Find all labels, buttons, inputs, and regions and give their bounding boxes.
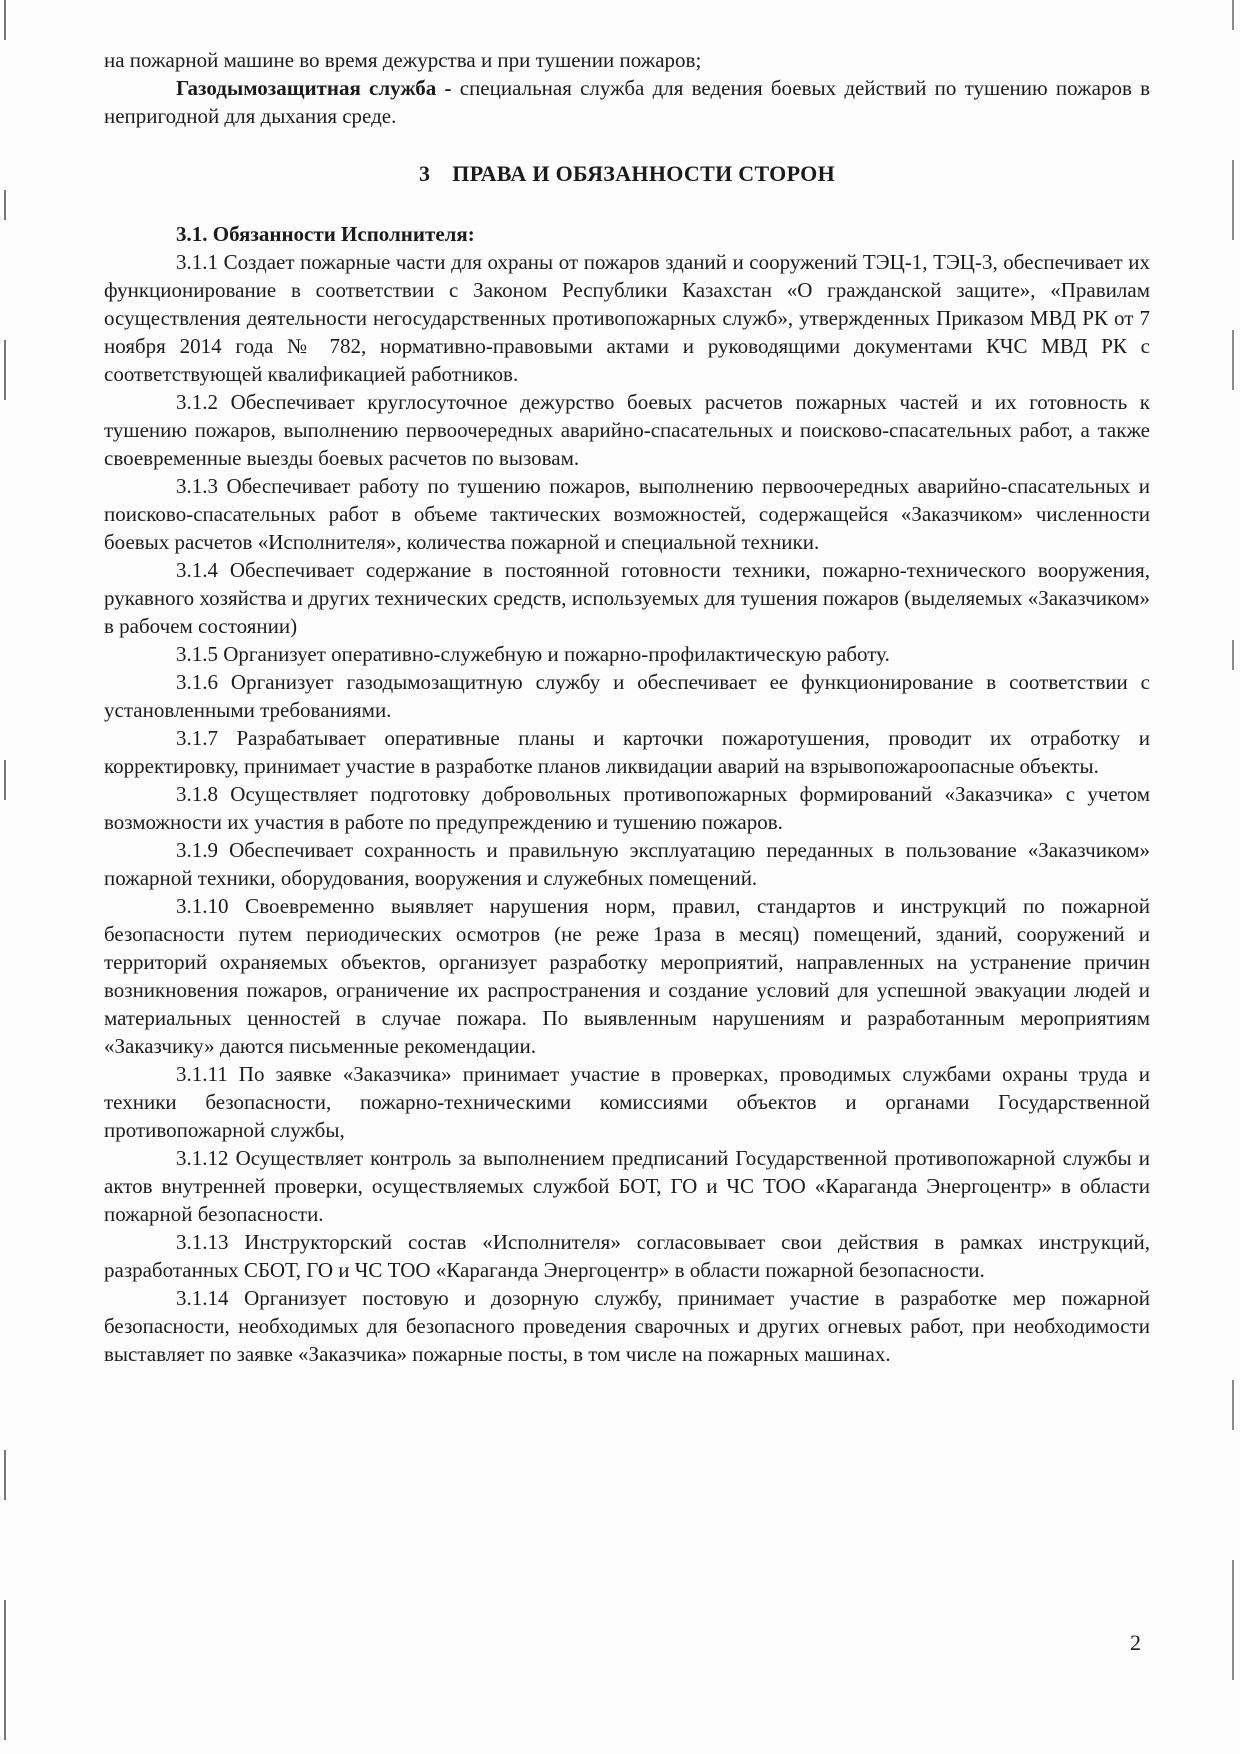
intro-continuation: на пожарной машине во время дежурства и при тушении пожаров;	[104, 48, 702, 72]
clause-3-1-7: 3.1.7 Разрабатывает оперативные планы и карточки пожаротушения, проводит их отработку и корректировку, принимает участие в разработке планов ликвидации аварий на взрывопожароопасные объекты.	[104, 726, 1150, 778]
subsection-heading: 3.1. Обязанности Исполнителя:	[176, 222, 475, 246]
clause-3-1-6: 3.1.6 Организует газодымозащитную службу и обеспечивает ее функционирование в соответствии с установленными требованиями.	[104, 670, 1150, 722]
clause-3-1-5: 3.1.5 Организует оперативно-служебную и пожарно-профилактическую работу.	[176, 642, 890, 666]
clause-3-1-12: 3.1.12 Осуществляет контроль за выполнением предписаний Государственной противопожарной службы и актов внутренней проверки, осуществляемых службой БОТ, ГО и ЧС ТОО «Караганда Энергоцентр» в области пожарной безопасности.	[104, 1146, 1150, 1226]
definition-term: Газодымозащитная служба -	[176, 76, 452, 100]
page-number: 2	[1130, 1630, 1141, 1655]
definition-paragraph	[104, 74, 1150, 130]
clause-3-1-11: 3.1.11 По заявке «Заказчика» принимает участие в проверках, проводимых службами охраны труда и техники безопасности, пожарно-техническими комиссиями объектов и органами Государственной противопожарной службы,	[104, 1062, 1150, 1142]
clause-3-1-4: 3.1.4 Обеспечивает содержание в постоянной готовности техники, пожарно-технического вооружения, рукавного хозяйства и других технических средств, используемых для тушения пожаров (выделяемых «Заказчиком» в рабочем состоянии)	[104, 558, 1150, 638]
clause-3-1-3: 3.1.3 Обеспечивает работу по тушению пожаров, выполнению первоочередных аварийно-спасательных и поисково-спасательных работ в объеме тактических возможностей, содержащейся «Заказчиком» численности боевых расчетов «Исполнителя», количества пожарной и специальной техники.	[104, 474, 1150, 554]
clause-3-1-13: 3.1.13 Инструкторский состав «Исполнителя» согласовывает свои действия в рамках инструкций, разработанных СБОТ, ГО и ЧС ТОО «Караганда Энергоцентр» в области пожарной безопасности.	[104, 1230, 1150, 1282]
section-heading	[104, 160, 1150, 188]
clause-3-1-10: 3.1.10 Своевременно выявляет нарушения норм, правил, стандартов и инструкций по пожарной безопасности путем периодических осмотров (не реже 1раза в месяц) помещений, зданий, сооружений и территорий охраняемых объектов, организует разработку мероприятий, направленных на устранение причин возникновения пожаров, ограничение их распространения и создание условий для успешной эвакуации людей и материальных ценностей в случае пожара. По выявленным нарушениям и разработанным мероприятиям «Заказчику» даются письменные рекомендации.	[104, 894, 1150, 1058]
document-body	[104, 46, 1150, 1368]
scan-edge-left	[0, 0, 14, 1754]
definition-text: специальная служба для ведения боевых действий по тушению пожаров в непригодной для дыхания среде.	[104, 76, 1150, 128]
clause-3-1-1: 3.1.1 Создает пожарные части для охраны от пожаров зданий и сооружений ТЭЦ-1, ТЭЦ-3, обеспечивает их функционирование в соответствии с Законом Республики Казахстан «О гражданской защите», «Правилам осуществления деятельности негосударственных противопожарных служб», утвержденных Приказом МВД РК от 7 ноября 2014 года № 782, нормативно-правовыми актами и руководящими документами КЧС МВД РК с соответствующей квалификацией работников.	[104, 250, 1150, 386]
clause-3-1-9: 3.1.9 Обеспечивает сохранность и правильную эксплуатацию переданных в пользование «Заказчиком» пожарной техники, оборудования, вооружения и служебных помещений.	[104, 838, 1150, 890]
section-title: ПРАВА И ОБЯЗАННОСТИ СТОРОН	[452, 161, 836, 186]
scan-edge-right	[1220, 0, 1240, 1754]
clause-3-1-2: 3.1.2 Обеспечивает круглосуточное дежурство боевых расчетов пожарных частей и их готовность к тушению пожаров, выполнению первоочередных аварийно-спасательных и поисково-спасательных работ, а также своевременные выезды боевых расчетов по вызовам.	[104, 390, 1150, 470]
clause-3-1-14: 3.1.14 Организует постовую и дозорную службу, принимает участие в разработке мер пожарной безопасности, необходимых для безопасного проведения сварочных и других огневых работ, при необходимости выставляет по заявке «Заказчика» пожарные посты, в том числе на пожарных машинах.	[104, 1286, 1150, 1366]
clause-3-1-8: 3.1.8 Осуществляет подготовку добровольных противопожарных формирований «Заказчика» с учетом возможности их участия в работе по предупреждению и тушению пожаров.	[104, 782, 1150, 834]
section-number: 3	[418, 161, 431, 186]
